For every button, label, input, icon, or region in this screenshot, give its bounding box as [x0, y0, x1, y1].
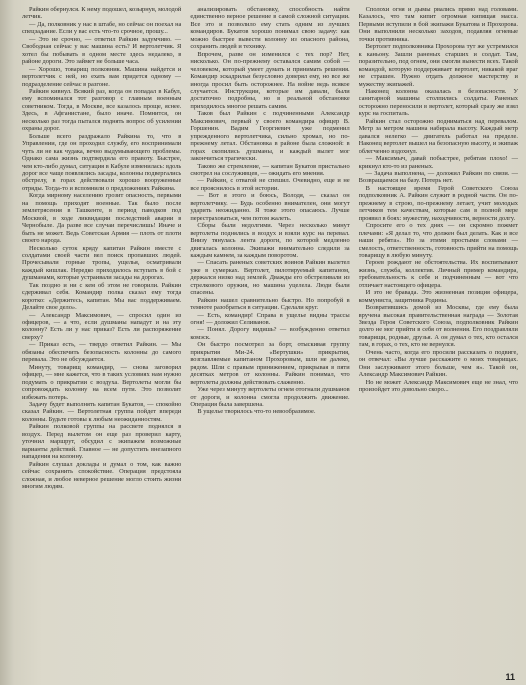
- article-paragraph: — Спасать раненых советских воинов Райкин вылетел уже в сумерках. Вертолет, пилотируемый капитаном, держался низко над землей. Дважды его обстреливали из стрелкового оружия, но машина уцелела. Люди были спасены.: [190, 259, 350, 297]
- article-paragraph: — Александр Максимович, — спросил один из офицеров, — а что, если душманы нападут и на эту колонну? Есть ли у нас приказ? Есть ли распоряжение сверху?: [22, 311, 182, 341]
- article-paragraph: — Понял. Дорогу видишь? — возбужденно ответил комэск.: [190, 326, 350, 341]
- article-paragraph: Так поздно и ни с кем об этом не говорили. Райкин сдерживал себя. Командир полка сказал ему тогда коротко: «Держитесь, капитан. Мы вас поддерживаем. Делайте свое дело».: [22, 281, 182, 312]
- article-paragraph: — Есть, командир! Справа в ущелье видны трассы огня! — доложил Селиванов.: [190, 311, 350, 327]
- article-paragraph: — Вот я этого и боюсь, Володя, — сказал он вертолетчику. — Будь особенно внимателен, они могут ударить неожиданно. Я тоже этого опасаюсь. Лучше перестраховаться, чем потом жалеть.: [190, 192, 350, 222]
- article-paragraph: — Максимыч, давай побыстрее, ребятам плохо! — крикнул кто-то из раненых.: [358, 155, 518, 170]
- article-paragraph: Уже через минуту вертолеты огнем отогнали душманов от дороги, и колонна смогла продолжить движение. Операция была завершена.: [190, 386, 350, 409]
- article-paragraph: Таков был Райкин с подчиненными Александр Максимович, первый у своего командира офицер В. Горшенин. Вадим Георгиевич уже подменил упрежденного вертолетчика, сильно хромал, но по-прежнему летал. Обстановка в районе была сложной: в горах скопились душманы, и каждый вылет мог закончиться трагически.: [190, 110, 350, 163]
- article-paragraph: И это не бравада. Это жизненная позиция офицера, коммуниста, защитника Родины.: [358, 289, 518, 304]
- article-paragraph: Райкин стал осторожно подниматься над перевалом. Метр за метром машина набирала высоту. Каждый метр давался нелегко — двигатель работал на пределе. Наконец вертолет вышел на безопасную высоту, и экипаж облегченно вздохнул.: [358, 117, 518, 155]
- article-paragraph: анализировать обстановку, способность найти единственно верное решение в самой сложной ситуации. Все это и позволило ему стать одним из лучших командиров. Букатов хорошо понимал свою задачу: как можно быстрее вывести колонну из опасного района, сохранить людей и технику.: [190, 6, 350, 51]
- page-spine-shadow: [0, 0, 14, 685]
- article-paragraph: Райкин нашел сравнительно быстро. Но попробуй в темноте разобраться в ситуации. Сделали круг.: [190, 296, 350, 312]
- article-paragraph: Райкин слушал доклады и думал о том, как важно сейчас сохранить спокойствие. Операция предстояла сложная, и любое неверное решение могло стоить жизни многим людям.: [22, 460, 182, 490]
- article-paragraph: Возвратившись домой из Москвы, где ему была вручена высокая правительственная награда — Золотая Звезда Героя Советского Союза, подполковник Райкин долго не мог прийти в себя от волнения. Его поздравляли товарищи, родные, друзья. А он думал о тех, кто остался там, в горах, о тех, кто не вернулся.: [358, 304, 518, 349]
- article-paragraph: Он быстро посмотрел за борт, отыскивая группу прикрытия Ми-24. «Вертушки» прикрытия, возглавляемые капитаном Прохоровым, шли не далеко, рядом. Шли с правым принижением, прикрывая в пяти десятках метров от колонны. Райкин понимал, что вертолеты должны действовать слаженно.: [190, 341, 350, 386]
- text-column-2: [190, 6, 349, 670]
- article-paragraph: Райкин обернулся. К нему подошел, козырнув, молодой летчик.: [22, 6, 182, 21]
- article-paragraph: Вертолет подполковника Прохорова тут же устремился к каньону. Зашли раненых старших и солдат. Там, поразительно, под огнем, они смогли вынести всех. Такой командой, которую поддерживает вертолет, никакой враг не страшен. Нужно отдать должное мастерству и мужеству экипажей.: [358, 43, 518, 88]
- article-paragraph: В ущелье творилось что-то невообразимое.: [197, 408, 316, 416]
- article-paragraph: — Райкин, с отвагой не спешил. Очевидно, еще и не все прояснилось в этой истории.: [190, 177, 350, 192]
- article-paragraph: Сборы были недолгими. Через несколько минут вертолеты поднялись в воздух и взяли курс на перевал. Внизу тянулась лента дороги, по которой медленно двигалась колонна. Экипажи внимательно следили за каждым камнем, за каждым поворотом.: [190, 222, 350, 259]
- article-paragraph: Но не может Александр Максимович еще не знал, что произойдет это довольно скоро...: [358, 378, 518, 394]
- page-number: 11: [505, 672, 515, 682]
- article-paragraph: Таково же стремление, — капитан Букатов пристально смотрел на сослуживцев, — ожидать его мнения.: [190, 162, 350, 177]
- article-paragraph: Райкин кивнул. Всякий раз, когда он попадал в Кабул, ему вспоминался тот разговор с главным военным советником. Тогда, в Москве, все казалось проще, яснее. Здесь, в Афганистане, было иначе. Помнится, он несколько раз тогда пытался поднять вопрос об усилении охраны дорог.: [22, 87, 182, 133]
- article-paragraph: — Приказ есть, — твердо ответил Райкин. — Мы обязаны обеспечить безопасность колонны до самого перевала. Это не обсуждается.: [22, 341, 182, 364]
- article-paragraph: Спросите его о тех днях — он скромно пожмет плечами: «Я делал то, что должен был делать. Как и все наши ребята». Но за этими простыми словами — смелость, ответственность, готовность прийти на помощь товарищу в любую минуту.: [358, 222, 518, 259]
- article-paragraph: Несколько суток кряду капитан Райкин вместе с солдатами своей части вел поиск пропавших людей. Прочесывали горные тропы, ущелья, осматривали каждый кишлак. Нередко приходилось вступать в бой с душманами, которые устраивали засады на дорогах.: [22, 244, 182, 282]
- text-columns: [22, 6, 518, 670]
- article-paragraph: Наконец колонна оказалась в безопасности. У санитарной машины столпились солдаты. Раненых осторожно переносили в вертолет, который сразу же взял курс на госпиталь.: [358, 87, 518, 118]
- article-paragraph: Задачу будет выполнять капитан Букатов, — спокойно сказал Райкин. — Вертолетная группа пойдет впереди колонны. Будьте готовы к любым неожиданностям.: [22, 401, 182, 423]
- article-paragraph: Героев рождают не обстоятельства. Их воспитывают жизнь, служба, коллектив. Личный пример командира, требовательность к себе и подчиненным — вот что отличает настоящего офицера.: [358, 259, 518, 289]
- article-paragraph: — Это не срочно, — ответил Райкин задумчиво. — Свободная сейчас у вас машина есть? И вертолетчик. Я хотел бы побывать в одном месте здесь недалеко, в районе дороги. Это займет не больше часа.: [22, 35, 182, 66]
- article-paragraph: В настоящее время Герой Советского Союза подполковник А. Райкин служит в родной части. Он по-прежнему в строю, по-прежнему летает, учит молодых летчиков тем качествам, которые сам в полной мере проявил в боях: мужеству, находчивости, верности долгу.: [358, 184, 518, 222]
- article-paragraph: Впрочем, разве он изменился с тех пор? Нет, нисколько. Он по-прежнему оставался самим собой — человеком, который умеет думать и принимать решения. Командир эскадрильи безусловно доверял ему, но все же иногда просил быть осторожнее. На войне ведь всякое случается. Инструкции, которые им давали, были достаточно подробны, но в реальной обстановке приходилось многое решать самим.: [190, 50, 350, 110]
- article-paragraph: Когда мирному населению грозит опасность, первыми на помощь приходят военные. Так было после землетрясения в Ташкенте, в период паводков под Москвой, в ходе ликвидации последствий аварии в Чернобыле. Да разве все случаи перечислишь! Иначе и быть не может. Ведь Советская Армия — плоть от плоти своего народа.: [22, 192, 182, 245]
- article-paragraph: Очень часто, когда его просили рассказать о подвиге, он отвечал: «Вы лучше расскажите о моих товарищах. Они заслуживают этого больше, чем я». Такой он, Александр Максимович Райкин.: [358, 348, 518, 379]
- article-paragraph: Минуту, товарищ командир, — снова заговорил офицер, — мне кажется, что в таких условиях нам нужно подумать о прикрытии с воздуха. Вертолеты могли бы сопровождать колонну на всем пути. Это позволит избежать потерь.: [22, 363, 182, 401]
- text-column-1: [22, 6, 181, 670]
- text-column-3: [359, 6, 518, 670]
- article-paragraph: — Хорошо, товарищ полковник. Машина найдется и вертолетчик с ней, но ехать вам придется одному — подразделение сейчас в разгоне.: [22, 65, 182, 88]
- article-paragraph: Сполохи огня и дымы рвались прямо над головами. Казалось, что там кипит огромная кипящая масса. Первыми вступили в бой экипажи Букатова и Прохорова. Они выполнили несколько заходов, подавляя огневые точки противника.: [358, 6, 518, 43]
- article-paragraph: Райкин полковой группы на рассвете поднялся в воздух. Перед вылетом он еще раз проверил карту, уточнил маршрут, обсудил с экипажем возможные варианты действий. Главное — не допустить внезапного нападения на колонну.: [22, 423, 182, 461]
- article-paragraph: Больше всего раздражало Райкина то, что в Управлении, где он проходил службу, его воспринимали чуть ли не как чудака, вечно выдумывающего проблемы. Однако сама жизнь подтвердила его правоту. Быстрее, чем кто-либо думал, ситуация в Кабуле изменилась: вдоль дорог все чаще появлялись засады, колонны подвергались обстрелу, в горах действовали хорошо вооруженные отряды. Тогда-то и вспомнили о предложениях Райкина.: [22, 132, 182, 192]
- article-paragraph: — Да, полковник у нас в штабе, но сейчас он поехал на спецзадание. Если у вас есть что-то срочное, прошу...: [22, 20, 182, 36]
- article-paragraph: — Задача выполнена, — доложил Райкин по связи. — Возвращаемся на базу. Потерь нет.: [358, 169, 518, 185]
